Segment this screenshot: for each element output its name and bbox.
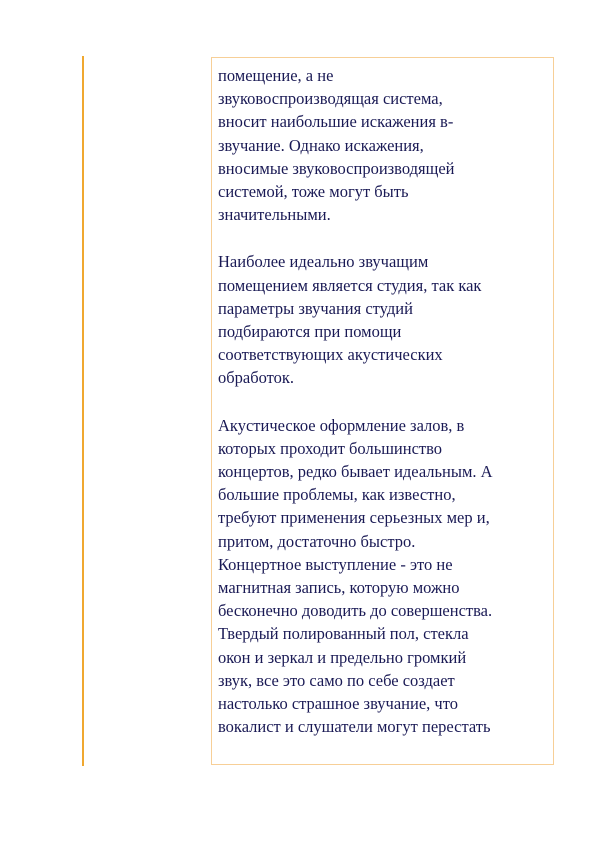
text-frame (211, 57, 554, 765)
paragraph-3: Акустическое оформление залов, в которых проходит большинство концертов, редко бывает идеальным. А большие проблемы, как известно, требуют применения серьезных мер и, притом, достаточно быстро. Концертное выступление - это не магнитная запись, которую можно бесконечно доводить до совершенства. Твердый полированный пол, стекла окон и зеркал и предельно громкий звук, все это само по себе создает настолько страшное звучание, что вокалист и слушатели могут перестать (218, 415, 493, 737)
margin-rule (82, 56, 84, 766)
paragraph-2: Наиболее идеально звучащим помещением является студия, так как параметры звучания студий подбираются при помощи соответствующих акустических обработок. (218, 252, 482, 388)
paragraph-1: помещение, а не звуковоспроизводящая система, вносит наибольшие искажения в- звучание. Однако искажения, вносимые звуковоспроизводящей системой, тоже могут быть значительными. (218, 66, 455, 225)
